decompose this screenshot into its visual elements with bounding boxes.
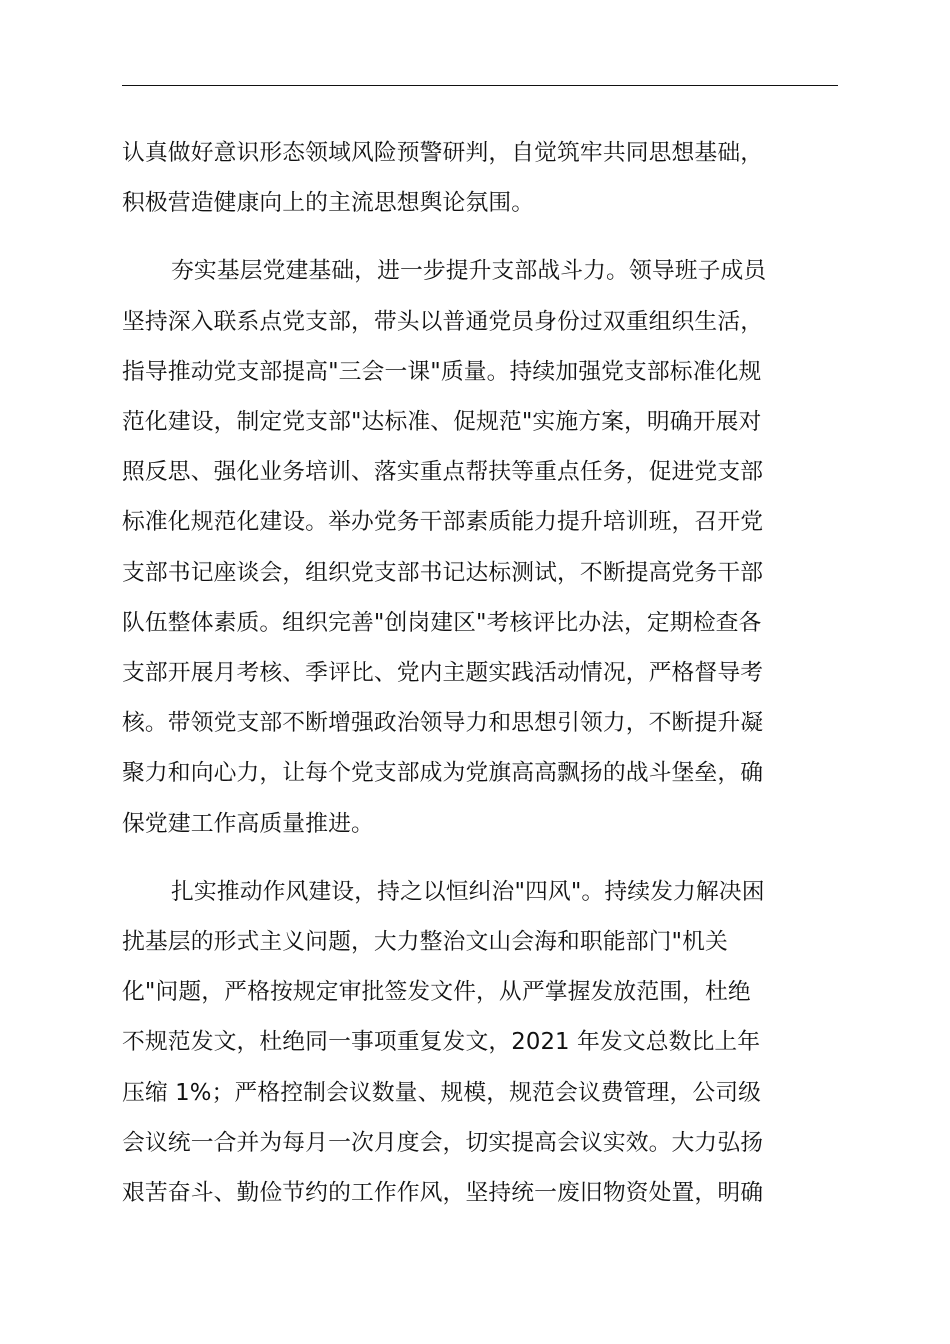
text-line: 扰基层的形式主义问题，大力整治文山会海和职能部门"机关 (122, 929, 728, 956)
text-line: 坚持深入联系点党支部，带头以普通党员身份过双重组织生活， (122, 308, 764, 335)
text-line: 不规范发文，杜绝同一事项重复发文，2021 年发文总数比上年 (122, 1029, 761, 1056)
text-line: 队伍整体素质。组织完善"创岗建区"考核评比办法，定期检查各 (122, 609, 762, 636)
paragraph-work-style (122, 867, 838, 1218)
text-line: 保党建工作高质量推进。 (122, 810, 374, 837)
text-line: 核。带领党支部不断增强政治领导力和思想引领力，不断提升凝 (122, 710, 764, 737)
text-line: 照反思、强化业务培训、落实重点帮扶等重点任务，促进党支部 (122, 459, 764, 486)
text-line: 认真做好意识形态领域风险预警研判，自觉筑牢共同思想基础， (122, 140, 764, 166)
text-line: 支部书记座谈会，组织党支部书记达标测试，不断提高党务干部 (122, 559, 764, 586)
text-line: 指导推动党支部提高"三会一课"质量。持续加强党支部标准化规 (122, 358, 762, 385)
paragraph-ideology (122, 128, 838, 228)
text-line: 艰苦奋斗、勤俭节约的工作作风，坚持统一废旧物资处置，明确 (122, 1180, 764, 1207)
text-line: 支部开展月考核、季评比、党内主题实践活动情况，严格督导考 (122, 660, 764, 687)
paragraph-party-building (122, 246, 838, 848)
document-body (122, 128, 838, 1218)
text-line: 化"问题，严格按规定审批签发文件，从严掌握发放范围，杜绝 (122, 979, 751, 1006)
text-line: 聚力和向心力，让每个党支部成为党旗高高飘扬的战斗堡垒，确 (122, 760, 764, 787)
text-line: 标准化规范化建设。举办党务干部素质能力提升培训班，召开党 (122, 509, 764, 536)
text-line: 扎实推动作风建设，持之以恒纠治"四风"。持续发力解决困 (171, 878, 765, 905)
text-line: 范化建设，制定党支部"达标准、促规范"实施方案，明确开展对 (122, 409, 762, 436)
header-rule (122, 85, 838, 86)
text-line: 夯实基层党建基础，进一步提升支部战斗力。领导班子成员 (171, 258, 767, 285)
text-line: 压缩 1%；严格控制会议数量、规模，规范会议费管理，公司级 (122, 1079, 762, 1106)
text-line: 会议统一合并为每月一次月度会，切实提高会议实效。大力弘扬 (122, 1129, 764, 1156)
text-line: 积极营造健康向上的主流思想舆论氛围。 (122, 190, 535, 217)
